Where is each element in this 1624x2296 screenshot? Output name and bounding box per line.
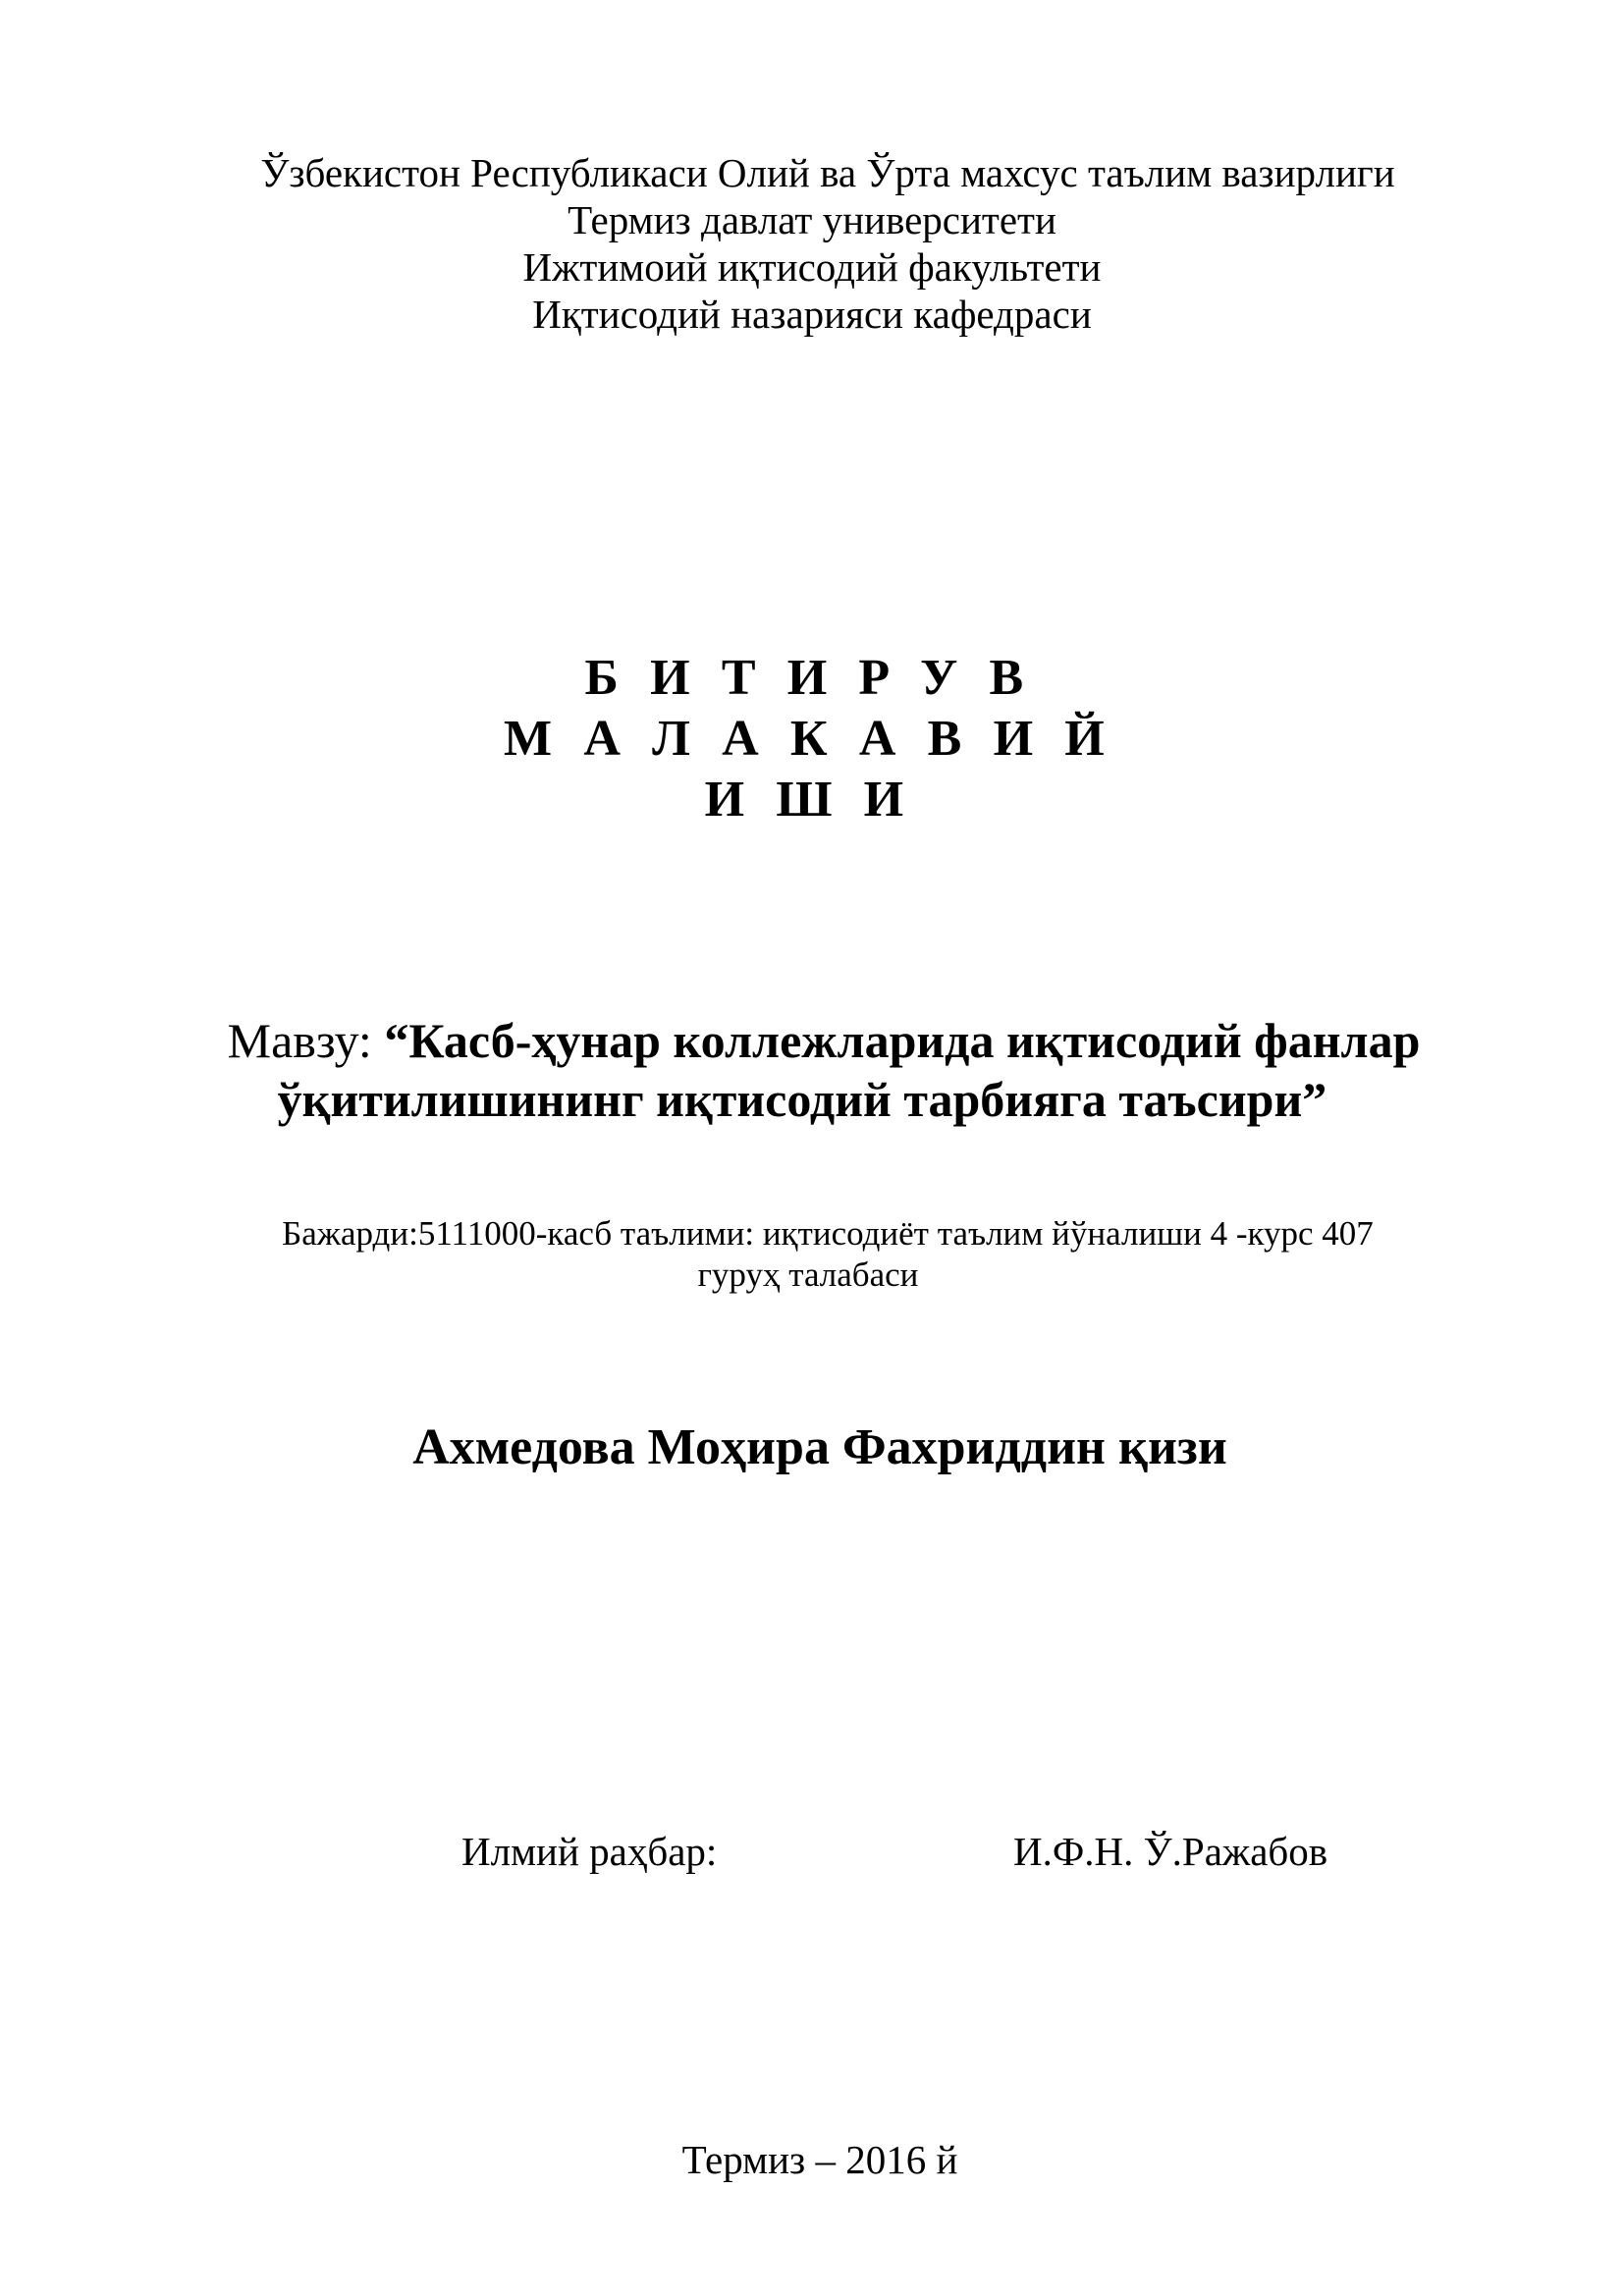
place-year: Термиз – 2016 й <box>681 2137 958 2182</box>
university-name: Термиз давлат университети <box>568 197 1056 242</box>
supervisor-name: И.Ф.Н. Ў.Ражабов <box>1013 1829 1328 1874</box>
institution-header <box>0 149 1624 338</box>
department-name: Иқтисодий назарияси кафедраси <box>532 292 1092 337</box>
work-title <box>0 648 1624 830</box>
faculty-name: Ижтимоий иқтисодий факультети <box>522 244 1102 290</box>
student-name-block <box>0 1417 1624 1478</box>
topic <box>0 1011 1624 1129</box>
topic-line-1 <box>12 1011 1624 1070</box>
topic-title-part-1: “Касб-ҳунар коллежларида иқтисодий фанлар <box>384 1013 1421 1068</box>
supervisor-label: Илмий раҳбар: <box>461 1829 718 1874</box>
ministry-name: Ўзбекистон Республикаси Олий ва Ўрта махсус таълим вазирлиги <box>260 150 1395 195</box>
performed-by <box>0 1213 1624 1296</box>
work-title-line-1: БИТИРУВ <box>584 650 1056 706</box>
topic-label: Мавзу: <box>227 1013 385 1068</box>
work-title-line-3: ИШИ <box>704 772 936 828</box>
performed-by-line-1: Бажарди:5111000-касб таълими: иқтисодиёт таълим йўналиши 4 -курс 407 <box>282 1214 1374 1253</box>
student-name: Ахмедова Моҳира Фахриддин қизи <box>412 1419 1227 1475</box>
performed-by-line-2: гуруҳ талабаси <box>697 1255 919 1294</box>
topic-title-part-2: ўқитилишининг иқтисодий тарбияга таъсири” <box>277 1072 1327 1127</box>
work-title-line-2: МАЛАКАВИЙ <box>504 711 1136 767</box>
footer-place-year <box>0 2136 1624 2183</box>
